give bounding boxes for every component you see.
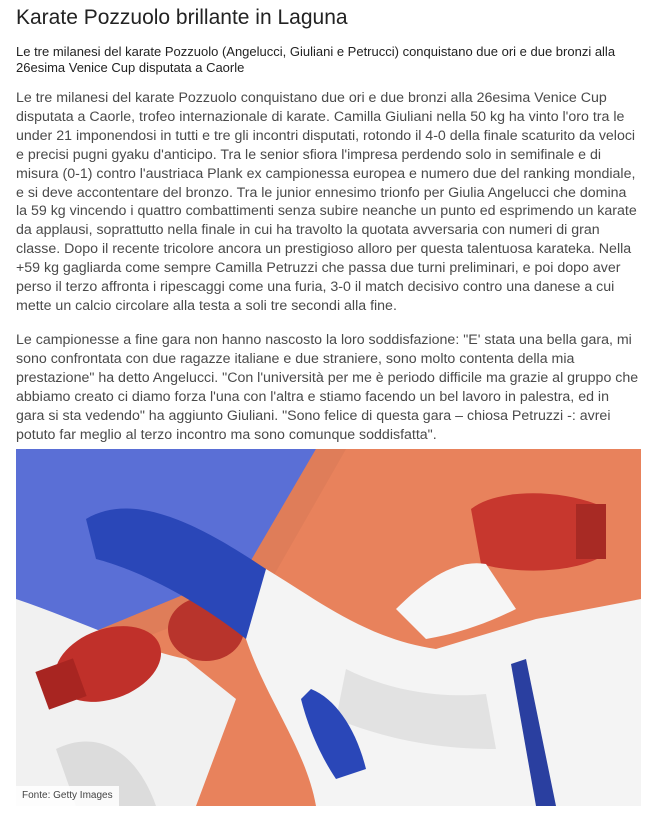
karate-fight-illustration — [16, 449, 641, 806]
article-paragraph: Le campionesse a fine gara non hanno nascosto la loro soddisfazione: "E' stata una bella gara, mi sono confrontata con due ragazze italiane e due straniere, sono molto contenta della mia prestazione" ha detto Angelucci. "Con l'università per me è periodo difficile ma grazie al gruppo che abbiamo creato ci diamo forza l'una con l'altra e stiamo facendo un bel lavoro in palestra, ed in gara si sta vedendo" ha aggiunto Giuliani. "Sono felice di questa gara – chiosa Petruzzi -: avrei potuto far meglio al terzo incontro ma sono comunque soddisfatta". — [16, 332, 639, 443]
article-paragraph: Le tre milanesi del karate Pozzuolo conquistano due ori e due bronzi alla 26esima Venice Cup disputata a Caorle, trofeo internazionale di karate. Camilla Giuliani nella 50 kg ha vinto l'oro tra le under 21 imponendosi in tutti e tre gli incontri disputati, rotondo il 4-0 della finale scaturito da veloci e precisi pugni gyaku d'anticipo. Tra le senior sfiora l'impresa perdendo solo in semifinale e di misura (0-1) contro l'austriaca Plank ex campionessa europea e numero due del ranking mondiale, e si deve accontentare del bronzo. Tra le junior ennesimo trionfo per Giulia Angelucci che domina la 59 kg vincendo i quattro combattimenti senza subire neanche un punto ed esprimendo un karate da applausi, soprattutto nella finale in cui ha travolto la quotata avversaria con numeri di gran classe. Dopo il recente tricolore ancora un prestigioso alloro per questa talentuosa karateka. Nella +59 kg gagliarda come sempre Camilla Petruzzi che passa due turni preliminari, e poi dopo aver perso il terzo affronta i ripescaggi come una furia, 3-0 il match decisivo contro una danese a cui mette un calcio circolare alla testa a soli tre secondi alla fine. — [16, 90, 637, 314]
article-subtitle: Le tre milanesi del karate Pozzuolo (Angelucci, Giuliani e Petrucci) conquistano due ori e due bronzi alla 26esima Venice Cup disputata a Caorle — [16, 44, 616, 75]
article-title: Karate Pozzuolo brillante in Laguna — [16, 6, 348, 29]
photo-credit: Fonte: Getty Images — [16, 786, 119, 806]
karate-photo — [16, 449, 641, 806]
